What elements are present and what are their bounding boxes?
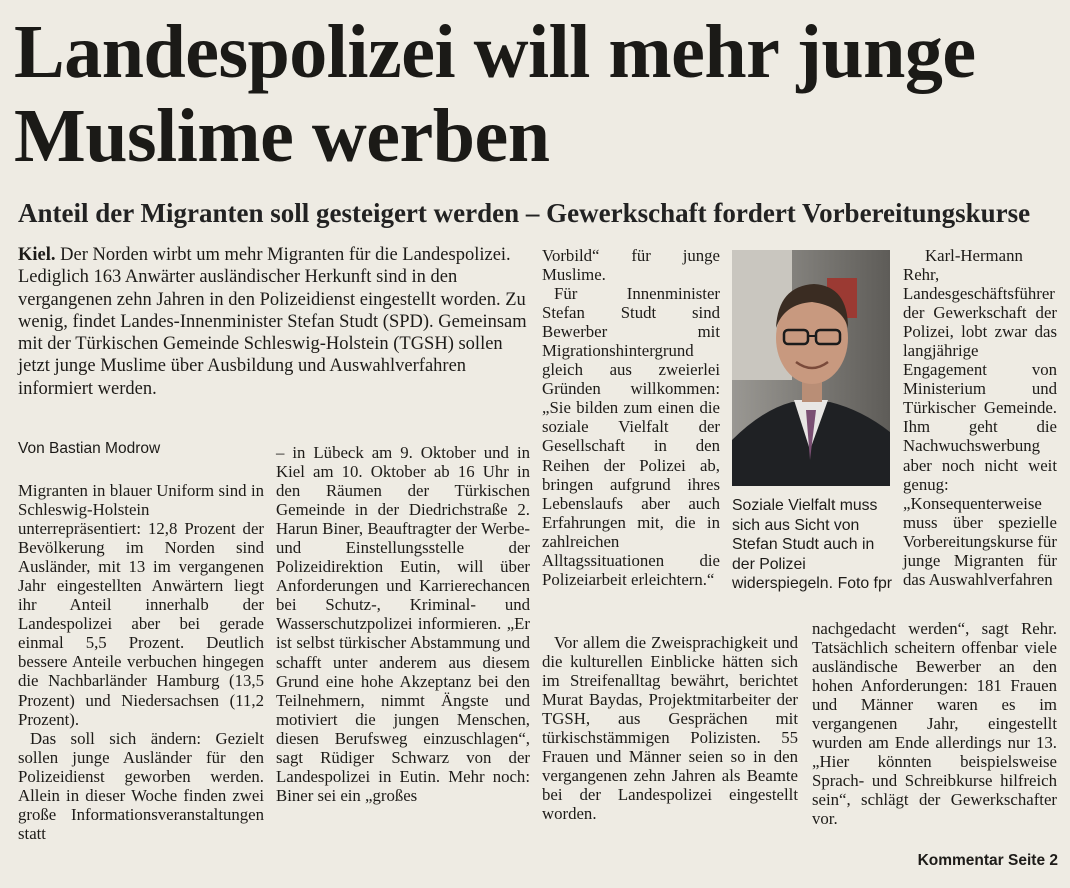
- paragraph: Vor allem die Zweisprachigkeit und die kulturellen Einblicke hätten sich im Streifenalltag bewährt, berichtet Murat Baydas, Projektmitarbeiter der TGSH, aus Gesprächen mit türkischstämmigen Polizisten. 55 Frauen und Männer seien so in den vergangenen zehn Jahren als Beamte bei der Landespolizei eingestellt worden.: [542, 633, 798, 824]
- paragraph: Migranten in blauer Uniform sind in Schleswig-Holstein unterrepräsentiert: 12,8 Prozent der Bevölkerung im Norden sind Ausländer, mit 13 im vergangenen Jahr eingestellten Anwärtern liegt ihr Anteil innerhalb der Landespolizei aber bei gerade einmal 5,5 Prozent. Deutlich bessere Anteile verbuchen hingegen die Nachbarländer Hamburg (13,5 Prozent) und Niedersachsen (11,2 Prozent).: [18, 481, 264, 729]
- article-column-3: [542, 246, 720, 589]
- paragraph: Karl-Hermann Rehr, Landesgeschäftsführer der Gewerkschaft der Polizei, lobt zwar das langjährige Engagement von Ministerium und Türkischer Gemeinde. Ihm geht die Nachwuchswerbung aber noch nicht weit genug: „Konsequenterweise muss über spezielle Vorbereitungskurse für junge Migranten für das Auswahlverfahren: [903, 246, 1057, 589]
- article-column-4-continued: [812, 619, 1057, 829]
- article-column-4: [903, 246, 1057, 589]
- photo-caption: [732, 496, 892, 594]
- paragraph: Vorbild“ für junge Muslime.: [542, 246, 720, 285]
- lead-text: Der Norden wirbt um mehr Migranten für die Landespolizei. Lediglich 163 Anwärter ausländischer Herkunft sind in den vergangenen zehn Jahren in den Polizeidienst eingestellt worden. Zu wenig, findet Landes-Innenminister Stefan Studt (SPD). Gemeinsam mit der Türkischen Gemeinde Schleswig-Holstein (TGSH) sollen jetzt junge Muslime über Ausbildung und Auswahlverfahren informiert werden.: [18, 245, 527, 399]
- lead-paragraph: [18, 244, 528, 400]
- byline: Von Bastian Modrow: [18, 440, 161, 457]
- article-column-1: [18, 481, 264, 843]
- article-column-3-continued: [542, 633, 798, 823]
- caption-text: Soziale Vielfalt muss sich aus Sicht von Stefan Studt auch in der Polizei widerspiegeln.: [732, 497, 878, 592]
- portrait-photo: [732, 250, 890, 486]
- paragraph: – in Lübeck am 9. Oktober und in Kiel am 10. Oktober ab 16 Uhr in den Räumen der Türkischen Gemeinde in der Diedrichstraße 2. Harun Biner, Beauftragter der Werbe- und Einstellungsstelle der Polizeidirektion Eutin, will über Anforderungen und Karrierechancen bei Schutz-, Kriminal- und Wasserschutzpolizei informieren. „Er ist selbst türkischer Abstammung und schafft unter anderem aus diesem Grund eine hohe Akzeptanz bei den Teilnehmern, nimmt Ängste und motiviert die jungen Menschen, diesen Berufsweg einzuschlagen“, sagt Rüdiger Schwarz von der Landespolizei in Eutin. Mehr noch: Biner sei ein „großes: [276, 443, 530, 805]
- headline: Landespolizei will mehr junge Muslime werben: [14, 10, 976, 178]
- cross-reference: Kommentar Seite 2: [917, 852, 1058, 869]
- paragraph: nachgedacht werden“, sagt Rehr. Tatsächlich scheitern offenbar viele ausländische Bewerber an den hohen Anforderungen: 181 Frauen und Männer waren es im vergangenen Jahr, eingestellt wurden am Ende allerdings nur 13. „Hier könnten beispielsweise Sprach- und Schreibkurse hilfreich sein“, schlägt der Gewerkschafter vor.: [812, 619, 1057, 829]
- dateline: Kiel.: [18, 245, 56, 265]
- subheadline: Anteil der Migranten soll gesteigert werden – Gewerkschaft fordert Vorbereitungskurse: [18, 198, 1031, 228]
- paragraph: Das soll sich ändern: Gezielt sollen junge Ausländer für den Polizeidienst geworben werden. Allein in dieser Woche finden zwei große Informationsveranstaltungen statt: [18, 728, 264, 843]
- photo-credit: Foto fpr: [837, 575, 892, 592]
- article-column-2: [276, 443, 530, 805]
- portrait-image: [732, 250, 890, 486]
- paragraph: Für Innenminister Stefan Studt sind Bewerber mit Migrationshintergrund gleich aus zweierlei Gründen willkommen: „Sie bilden zum einen die soziale Vielfalt der Gesellschaft in den Reihen der Polizei ab, bringen aufgrund ihres Lebenslaufs aber auch Erfahrungen mit, die in zahlreichen Alltagssituationen die Polizeiarbeit erleichtern.“: [542, 284, 720, 589]
